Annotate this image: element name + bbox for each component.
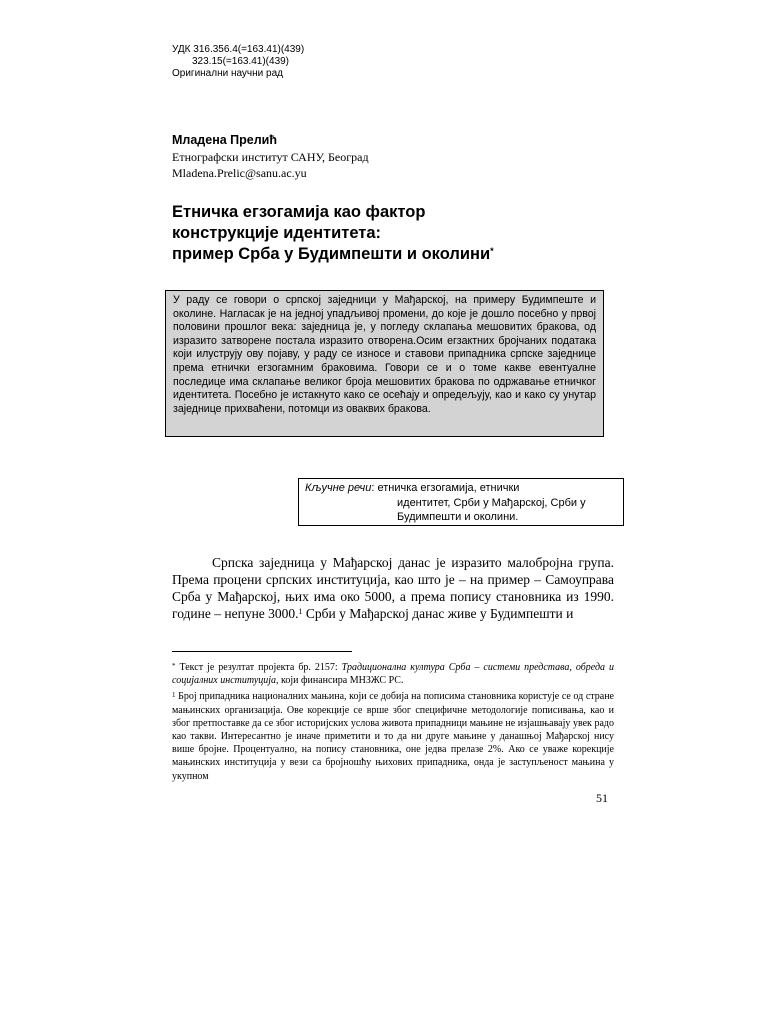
abstract-box (165, 290, 604, 437)
paper-title (172, 202, 612, 265)
keywords-label: Кључне речи (305, 482, 372, 494)
paper-type: Оригинални научни рад (172, 68, 283, 79)
udk-line-1: УДК 316.356.4(=163.41)(439) (172, 44, 305, 55)
body-note-ref: 1 (298, 607, 303, 616)
author-email: Mladena.Prelic@sanu.ac.yu (172, 166, 307, 180)
footnotes (172, 661, 614, 786)
body-text (172, 554, 614, 622)
footnote-star-text-b: , који финансира МНЗЖС РС. (276, 675, 404, 687)
body-paragraph (172, 554, 614, 622)
body-text-a: Српска заједница у Мађарској данас је изразито малобројна група. Према процени српских институција, као што је – на пример – Самоуправа Срба у Мађарској, њих има око 5000, а према попису становника из 1990. године – непуне 3000. (172, 555, 614, 621)
keywords-line-3: Будимпешти и околини. (397, 511, 519, 523)
page-number: 51 (596, 791, 608, 805)
title-line-2: конструкције идентитета: (172, 224, 382, 242)
author-name: Младена Прелић (172, 133, 277, 147)
author-block (172, 132, 592, 181)
footnote-1-mark: 1 (172, 691, 176, 700)
body-text-b: Срби у Мађарској данас живе у Будимпешти и (302, 606, 574, 621)
abstract-text: У раду се говори о српској заједници у Мађарској, на примеру Будимпеште и околине. Нагласак је на једној упадљивој промени, до које је дошло посебно у првој половини прошлог века: заједница је, у погледу склапања мешовитих бракова, од изразито затворене постала изразито отворена.Осим егзактних бројчаних података који илуструју ову појаву, у раду се износе и ставови припадника српске заједнице према етнички егзогамним браковима. Говори се и о томе какве евентуалне последице има склапање великог броја мешовитих бракова по одржавање етничког идентитета. Посебно је истакнуто како се осећају и опредељују, као и како су унутар заједнице прихваћени, потомци из оваквих бракова. (173, 294, 596, 415)
footnote-star-project-title: Традиционална култура Срба – системи представа, обреда и социјалних институција (172, 662, 614, 687)
author-institution: Етнографски институт САНУ, Београд (172, 150, 369, 164)
title-line-3-wrap (172, 244, 612, 265)
title-footnote-mark: * (490, 246, 494, 256)
footnote-star-text-a: Текст је резултат пројекта бр. 2157: (175, 662, 342, 673)
footnote-1-text: Број припадника националних мањина, који се добија на пописима становника користује се од стране мањинских организација. Ове корекције се врше због специфичне методологије пописивања, као и због претпоставке да се због историјских услова живота припадници мањине не изјашњавају увек радо као такви. Интересантно је иначе приметити и то да ни друге мањине у данашњој Мађарској нису више бројне. Процентуално, на попису становника, оне једва прелазе 2%. Ако се уваже корекције мањинских институција у вези са бројношћу њихових припадника, онда је заступљеност мањина у укупном (172, 691, 614, 782)
footnote-star-mark: * (172, 662, 176, 670)
title-line-1: Етничка егзогамија као фактор (172, 203, 426, 221)
udk-line-2: 323.15(=163.41)(439) (192, 56, 290, 67)
title-line-3: пример Срба у Будимпешти и околини (172, 245, 491, 263)
keywords-line-2: идентитет, Срби у Мађарској, Срби у (397, 496, 586, 509)
footnote-separator (172, 651, 352, 652)
footnote-star (172, 661, 614, 687)
footnote-1 (172, 690, 614, 782)
udk-block (172, 44, 304, 80)
keywords-box (298, 478, 624, 526)
keywords-line-1: : етничка егзогамија, етнички (371, 482, 520, 494)
keywords-line-1-wrap (305, 481, 617, 496)
